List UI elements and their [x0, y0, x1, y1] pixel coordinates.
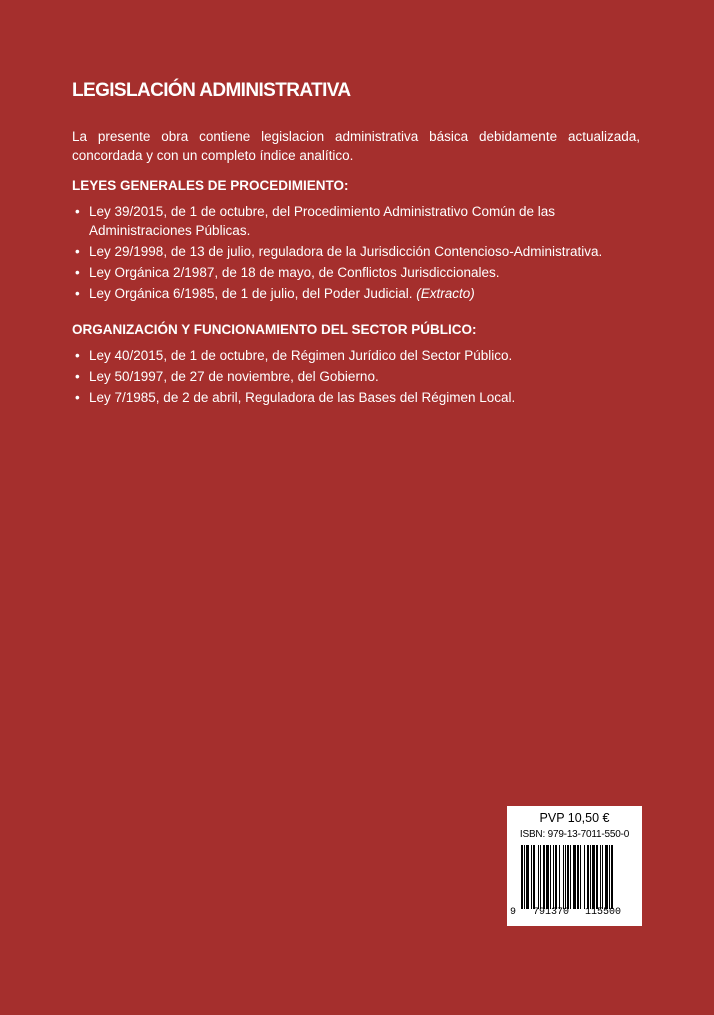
list-item — [72, 202, 642, 240]
list-item-text: Ley 40/2015, de 1 de octubre, de Régimen Jurídico del Sector Público. — [89, 348, 513, 363]
barcode-left-digits: 791370 — [533, 907, 570, 918]
bullet-icon: • — [75, 244, 80, 259]
price-label: PVP 10,50 € — [539, 811, 610, 825]
sector-publico-list — [72, 346, 642, 409]
list-item — [72, 367, 642, 386]
bullet-icon: • — [75, 369, 80, 384]
procedimiento-list — [72, 202, 642, 305]
list-item — [72, 263, 642, 282]
intro-paragraph: La presente obra contiene legislacion administrativa básica debidamente actualizada, concordada y con un completo índice analítico. — [72, 129, 640, 163]
barcode-icon — [521, 845, 637, 909]
book-title: LEGISLACIÓN ADMINISTRATIVA — [72, 80, 351, 101]
list-item-text: Ley 39/2015, de 1 de octubre, del Procedimiento Administrativo Común de las Administraciones Públicas. — [89, 204, 556, 238]
list-item-text: Ley 7/1985, de 2 de abril, Reguladora de las Bases del Régimen Local. — [89, 390, 516, 405]
bullet-icon: • — [75, 390, 80, 405]
list-item-text: Ley 50/1997, de 27 de noviembre, del Gobierno. — [89, 369, 379, 384]
section-title-procedimiento: LEYES GENERALES DE PROCEDIMIENTO: — [72, 178, 349, 193]
list-item — [72, 346, 642, 365]
bullet-icon: • — [75, 348, 80, 363]
price-barcode-box — [507, 806, 642, 926]
bullet-icon: • — [75, 286, 80, 301]
isbn-label: ISBN: 979-13-7011-550-0 — [519, 829, 630, 840]
list-item-text: Ley Orgánica 6/1985, de 1 de julio, del Poder Judicial. — [89, 286, 413, 301]
list-item — [72, 284, 642, 303]
bullet-icon: • — [75, 204, 80, 219]
list-item-text: Ley Orgánica 2/1987, de 18 de mayo, de Conflictos Jurisdiccionales. — [89, 265, 500, 280]
barcode-right-digits: 115500 — [585, 907, 622, 918]
list-item — [72, 242, 642, 261]
barcode-first-digit: 9 — [510, 907, 517, 918]
bullet-icon: • — [75, 265, 80, 280]
list-item-note: (Extracto) — [416, 286, 475, 301]
list-item-text: Ley 29/1998, de 13 de julio, reguladora de la Jurisdicción Contencioso-Administrativa. — [89, 244, 603, 259]
list-item — [72, 388, 642, 407]
section-title-sector-publico: ORGANIZACIÓN Y FUNCIONAMIENTO DEL SECTOR PÚBLICO: — [72, 322, 477, 337]
